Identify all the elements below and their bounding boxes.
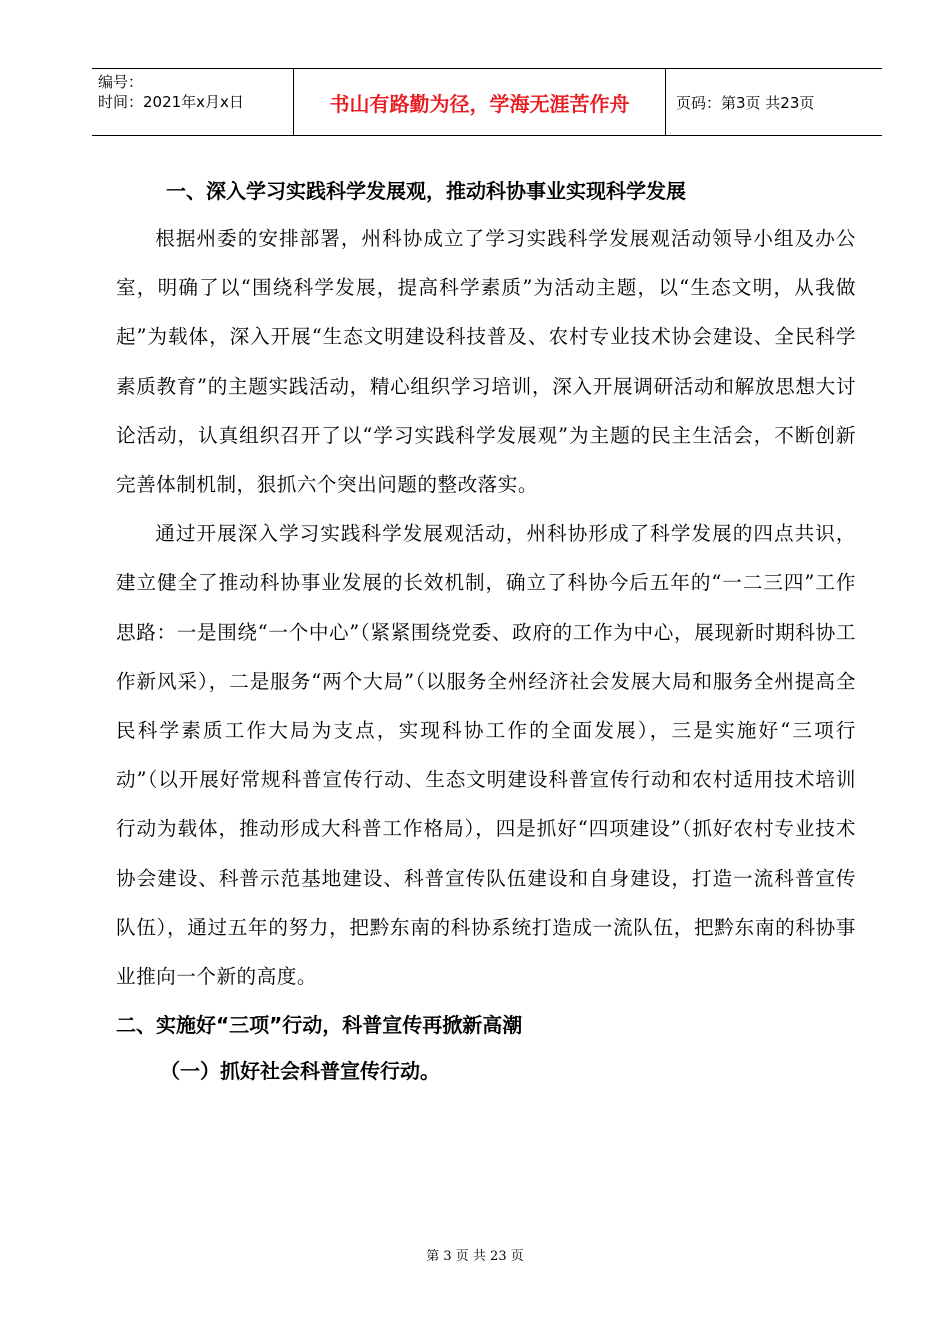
paragraph-2: 通过开展深入学习实践科学发展观活动，州科协形成了科学发展的四点共识，建立健全了推动科协事业发展的长效机制，确立了科协今后五年的“一二三四”工作思路：一是围绕“一个中心”（紧紧围绕党委、政府的工作为中心，展现新时期科协工作新风采），二是服务“两个大局”（以服务全州经济社会发展大局和服务全州提高全民科学素质工作大局为支点，实现科协工作的全面发展），三是实施好“三项行动”（以开展好常规科普宣传行动、生态文明建设科普宣传行动和农村适用技术培训行动为载体，推动形成大科普工作格局），四是抓好“四项建设”（抓好农村专业技术协会建设、科普示范基地建设、科普宣传队伍建设和自身建设，打造一流科普宣传队伍），通过五年的努力，把黔东南的科协系统打造成一流队伍，把黔东南的科协事业推向一个新的高度。: [116, 522, 856, 989]
subsection-heading-1: （一）抓好社会科普宣传行动。: [160, 1059, 440, 1084]
section-heading-1: 一、深入学习实践科学发展观，推动科协事业实现科学发展: [166, 179, 686, 203]
header-meta: [92, 69, 294, 135]
section-heading-2: 二、实施好“三项”行动，科普宣传再掀新高潮: [116, 1013, 523, 1038]
time-label: 时间：2021年x月x日: [98, 93, 244, 111]
header-motto: 书山有路勤为径，学海无涯苦作舟: [294, 69, 666, 135]
page-footer: 第 3 页 共 23 页: [426, 1249, 524, 1264]
document-header: [92, 68, 882, 136]
header-page-info: 页码：第3页 共23页: [676, 93, 815, 112]
document-body: [116, 170, 856, 1094]
paragraph-1: 根据州委的安排部署，州科协成立了学习实践科学发展观活动领导小组及办公室，明确了以“围绕科学发展，提高科学素质”为活动主题，以“生态文明，从我做起”为载体，深入开展“生态文明建设科技普及、农村专业技术协会建设、全民科学素质教育”的主题实践活动，精心组织学习培训，深入开展调研活动和解放思想大讨论活动，认真组织召开了以“学习实践科学发展观”为主题的民主生活会，不断创新完善体制机制，狠抓六个突出问题的整改落实。: [116, 227, 856, 497]
number-label: 编号：: [98, 73, 144, 91]
